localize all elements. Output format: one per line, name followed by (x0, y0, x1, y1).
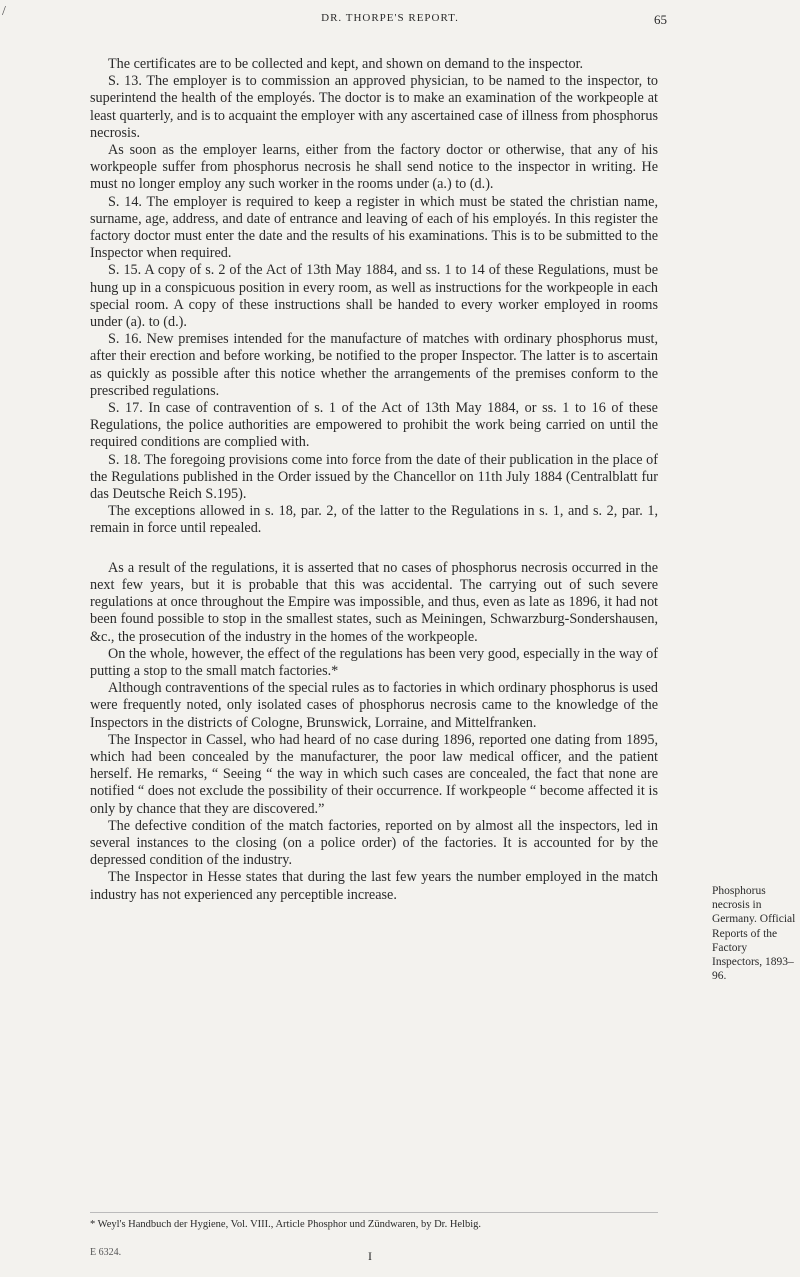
margin-mark: / (2, 4, 6, 19)
signature-mark: I (368, 1249, 372, 1263)
paragraph: The Inspector in Hesse states that during the last few years the number employed in the match industry has not experienced any perceptible increase. (90, 869, 658, 903)
paragraph: As a result of the regulations, it is asserted that no cases of phosphorus necrosis occurred in the next few years, but it is probable that this was accidental. The carrying out of such severe regulations at once throughout the Empire was impossible, and thus, even as late as 1896, it had not been found possible to stop in the smallest states, such as Meiningen, Schwarzburg-Sondershausen, &c., the prosecution of the industry in the homes of the workpeople. (90, 559, 658, 645)
paragraph: On the whole, however, the effect of the regulations has been very good, especially in the way of putting a stop to the small match factories.* (90, 645, 658, 679)
footnote: * Weyl's Handbuch der Hygiene, Vol. VIII., Article Phosphor und Zündwaren, by Dr. Helbig. (90, 1219, 482, 1230)
paragraph: The defective condition of the match factories, reported on by almost all the inspectors, led in several instances to the closing (on a police order) of the factories. It is accounted for by the depressed condition of the industry. (90, 817, 658, 869)
paragraph: S. 18. The foregoing provisions come into force from the date of their publication in the place of the Regulations published in the Order issued by the Chancellor on 11th July 1884 (Centralblatt fur das Deutsche Reich S.195). (90, 451, 658, 503)
paragraph: S. 15. A copy of s. 2 of the Act of 13th May 1884, and ss. 1 to 14 of these Regulations, must be hung up in a conspicuous position in every room, as well as instructions for the workpeople in each special room. A copy of these instructions shall be handed to every worker employed in rooms under (a). to (d.). (90, 262, 658, 331)
paragraph: The Inspector in Cassel, who had heard of no case during 1896, reported one dating from 1895, which had been concealed by the manufacturer, the poor law medical officer, and the patient herself. He remarks, “ Seeing “ the way in which such cases are concealed, the fact that none are notified “ does not exclude the possibility of their occurrence. If workpeople “ become affected it is only by chance that they are discovered.” (90, 731, 658, 817)
paragraph: S. 14. The employer is required to keep a register in which must be stated the christian name, surname, age, address, and date of entrance and leaving of each of his employés. In this register the factory doctor must enter the date and the results of his examinations. This is to be submitted to the Inspector when required. (90, 193, 658, 262)
footnote-rule (90, 1212, 658, 1213)
paragraph: S. 16. New premises intended for the manufacture of matches with ordinary phosphorus must, after their erection and before working, be notified to the proper Inspector. The latter is to ascertain as quickly as possible after this notice whether the arrangements of the premises conform to the prescribed regulations. (90, 331, 658, 399)
running-header: DR. THORPE'S REPORT. (321, 12, 459, 24)
paragraph: Although contraventions of the special rules as to factories in which ordinary phosphorus is used were frequently noted, only isolated cases of phosphorus necrosis came to the knowledge of the Inspectors in the districts of Cologne, Brunswick, Lorraine, and Mittelfranken. (90, 680, 658, 731)
paragraph: As soon as the employer learns, either from the factory doctor or otherwise, that any of his workpeople suffer from phosphorus necrosis he shall send notice to the inspector in writing. He must no longer employ any such worker in the rooms under (a.) to (d.). (90, 142, 658, 193)
printer-mark: E 6324. (90, 1247, 122, 1258)
margin-sidenote: Phosphorus necrosis in Germany. Official Reports of the Factory Inspectors, 1893–96. (712, 885, 796, 983)
section-gap (90, 538, 658, 560)
paragraph: S. 17. In case of contravention of s. 1 of the Act of 13th May 1884, or ss. 1 to 16 of these Regulations, the police authorities are empowered to prohibit the work being carried on until the required conditions are complied with. (90, 400, 658, 451)
page-number: 65 (654, 12, 667, 27)
body-text (90, 56, 658, 904)
paragraph: The certificates are to be collected and kept, and shown on demand to the inspector. (108, 56, 584, 72)
paragraph: S. 13. The employer is to commission an approved physician, to be named to the inspector, to superintend the health of the employés. The doctor is to make an examination of the workpeople at least quarterly, and is to acquaint the employer with any ascertained case of illness from phosphorus necrosis. (90, 73, 658, 141)
paragraph: The exceptions allowed in s. 18, par. 2, of the latter to the Regulations in s. 1, and s. 2, par. 1, remain in force until repealed. (90, 503, 658, 537)
